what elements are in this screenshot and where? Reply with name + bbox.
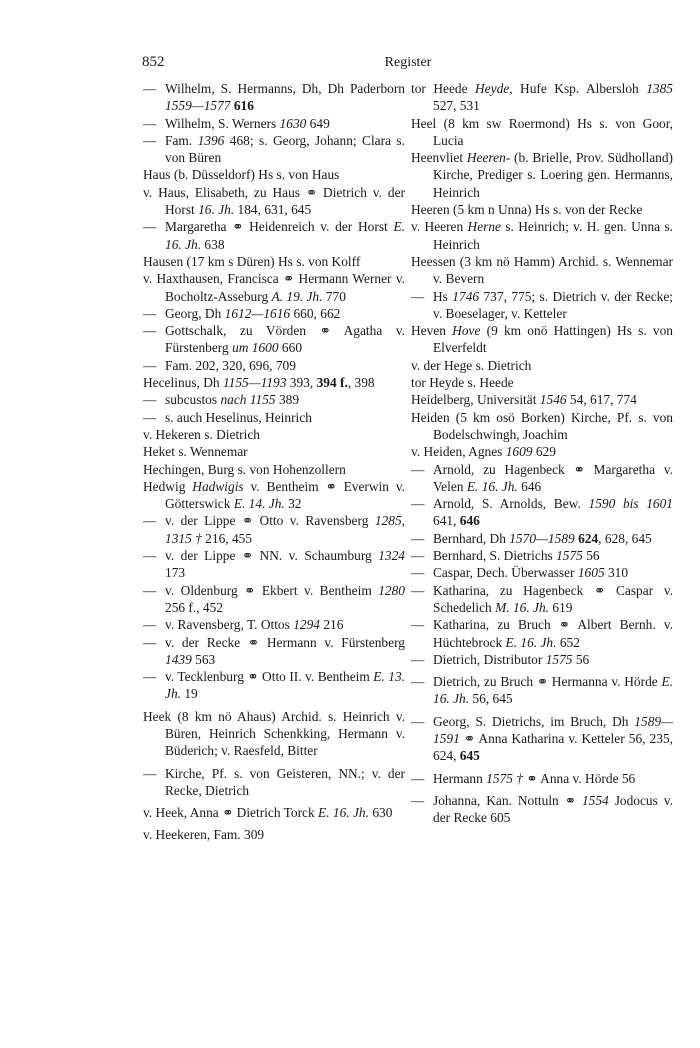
entry-text: 54, 617, 774 [566, 392, 637, 408]
entry-text: 652 [556, 634, 580, 650]
index-subentry [143, 132, 405, 167]
entry-text: v. Bentheim ⚭ Everwin v. Götterswick [165, 478, 406, 512]
entry-text: Hermann [433, 770, 487, 786]
index-subentry [411, 564, 673, 581]
entry-text: (9 km onö Hattingen) Hs s. von Elverfeldt [433, 323, 673, 356]
italic-text: 1546 [539, 392, 567, 408]
index-subentry [411, 792, 673, 827]
dash-marker: — [411, 496, 425, 512]
index-subentry [411, 582, 673, 617]
index-subentry [143, 668, 405, 703]
entry-text: Haus (b. Düsseldorf) Hs s. von Haus [143, 167, 340, 183]
entry-text: , Hufe Ksp. Albersloh [509, 81, 647, 96]
entry-text: Fam. [165, 132, 198, 148]
italic-text: 1385 [646, 81, 673, 96]
entry-text: v. der Recke ⚭ Hermann v. Fürstenberg [165, 634, 405, 650]
italic-text: 1575 [556, 548, 583, 564]
index-subentry [143, 357, 405, 374]
index-subentry [411, 616, 673, 651]
index-column-left [143, 80, 405, 844]
index-entry [143, 478, 405, 513]
italic-text: Hadwigis [192, 478, 244, 494]
italic-text: E. 16. Jh. [505, 634, 557, 650]
entry-text: Wilhelm, S. Hermanns, Dh, Dh Paderborn [165, 81, 405, 96]
index-subentry [143, 765, 405, 800]
entry-text: Katharina, zu Bruch ⚭ Albert Bernh. v. Hüchtebrock [433, 617, 673, 650]
index-subentry [411, 673, 673, 708]
italic-text: E. 16. Jh. [433, 674, 673, 707]
entry-text: tor Heede [411, 81, 476, 96]
index-subentry [143, 409, 405, 426]
index-entry [143, 708, 405, 760]
italic-text: 1280 [378, 582, 405, 598]
italic-text: 1575 † [486, 770, 523, 786]
italic-text: E. 16. Jh. [466, 478, 518, 494]
dash-marker: — [411, 582, 425, 598]
entry-text: 660, 662 [290, 305, 341, 321]
italic-text: A. 19. Jh. [271, 288, 323, 304]
entry-text: 563 [191, 651, 216, 667]
entry-text: 184, 631, 645 [234, 202, 312, 218]
italic-text: 1439 [165, 651, 192, 667]
entry-text: s. auch Heselinus, Heinrich [165, 409, 312, 425]
dash-marker: — [411, 792, 425, 808]
italic-text: 1324 [378, 548, 405, 564]
entry-text: Bernhard, Dh [433, 530, 510, 546]
entry-text: ⚭ Anna v. Hörde 56 [523, 770, 636, 786]
entry-text: Hecelinus, Dh [143, 375, 223, 391]
index-entry [143, 166, 405, 183]
dash-marker: — [411, 530, 425, 546]
index-entry [411, 253, 673, 288]
entry-text: (b. Brielle, Prov. Südholland) Kirche, Prediger s. Loering gen. Hermanns, Heinrich [433, 150, 673, 200]
dash-marker: — [143, 634, 157, 650]
entry-text: Heven [411, 323, 453, 339]
italic-text: 16. Jh. [198, 202, 235, 218]
index-entry [411, 80, 673, 115]
index-entry [411, 201, 673, 218]
index-entry [143, 184, 405, 219]
dash-marker: — [143, 392, 157, 408]
page-number: 852 [142, 54, 165, 70]
index-subentry [143, 218, 405, 253]
entry-text: Georg, S. Dietrichs, im Bruch, Dh [433, 713, 635, 729]
entry-text: v. Heek, Anna ⚭ Dietrich Torck [143, 805, 319, 821]
entry-text: Wilhelm, S. Werners [165, 115, 280, 131]
dash-marker: — [411, 548, 425, 564]
entry-text: Gottschalk, zu Vörden ⚭ Agatha v. Fürstenberg [165, 323, 405, 356]
entry-text: Caspar, Dech. Überwasser [433, 565, 578, 581]
entry-text: Jodocus v. der Recke 605 [433, 792, 673, 826]
entry-text: Heek (8 km nö Ahaus) Archid. s. Heinrich v. Büren, Heinrich Schenkking, Hermann v. Büderich; v. Raesfeld, Bitter [143, 708, 405, 759]
italic-text: E. 16. Jh. [165, 219, 405, 252]
entry-text: 770 [322, 288, 346, 304]
entry-text: ⚭ Anna Katharina v. Ketteler 56, 235, 624, [433, 730, 673, 764]
index-subentry [411, 547, 673, 564]
entry-text: 310 [604, 565, 629, 581]
entry-text: v. Tecklenburg ⚭ Otto II. v. Bentheim [165, 669, 374, 685]
entry-text: 173 [165, 565, 186, 581]
entry-text: 32 [284, 496, 302, 512]
italic-text: 1746 [452, 288, 480, 304]
entry-text: Hedwig [143, 478, 193, 494]
italic-text: nach 1155 [220, 392, 276, 408]
entry-text: 19 [181, 686, 198, 702]
entry-text: v. der Lippe ⚭ NN. v. Schaumburg [165, 548, 379, 564]
index-column-right [411, 80, 673, 826]
entry-text: v. Ravensberg, T. Ottos [165, 617, 294, 633]
index-entry [411, 322, 673, 357]
index-entry [143, 461, 405, 478]
dash-marker: — [411, 461, 425, 477]
entry-text: Hausen (17 km s Düren) Hs s. von Kolff [143, 253, 361, 269]
entry-text: Heiden (5 km osö Borken) Kirche, Pf. s. von Bodelschwingh, Joachim [411, 409, 673, 442]
dash-marker: — [143, 115, 157, 131]
entry-text: 256 f., 452 [165, 599, 224, 615]
dash-marker: — [143, 617, 157, 633]
dash-marker: — [143, 305, 157, 321]
entry-text: s. Heinrich; v. H. gen. Unna s. Heinrich [433, 219, 673, 252]
italic-text: E. 14. Jh. [233, 496, 285, 512]
index-entry [411, 149, 673, 201]
dash-marker: — [143, 323, 157, 339]
index-subentry [143, 512, 405, 547]
entry-text: 660 [278, 340, 303, 356]
index-subentry [411, 770, 673, 787]
index-subentry [143, 634, 405, 669]
index-subentry [143, 582, 405, 617]
italic-text: M. 16. Jh. [495, 599, 550, 615]
bold-page-ref: 394 f. [316, 375, 348, 391]
italic-text: 1605 [577, 565, 605, 581]
italic-text: 1590 bis 1601 [588, 496, 674, 512]
dash-marker: — [411, 288, 425, 304]
index-entry [411, 374, 673, 391]
index-entry [143, 826, 405, 843]
index-subentry [411, 495, 673, 530]
entry-text: Margaretha ⚭ Heidenreich v. der Horst [165, 219, 394, 235]
index-subentry [411, 461, 673, 496]
entry-text: v. Heekeren, Fam. 309 [143, 827, 265, 843]
dash-marker: — [143, 81, 157, 96]
entry-text: Heidelberg, Universität [411, 392, 540, 408]
dash-marker: — [143, 219, 157, 235]
dash-marker: — [143, 669, 157, 685]
index-entry [411, 357, 673, 374]
index-subentry [143, 115, 405, 132]
entry-text: 629 [532, 444, 556, 460]
index-entry [143, 804, 405, 821]
entry-text: 619 [549, 599, 573, 615]
entry-text: Hs [433, 288, 453, 304]
italic-text: 1612—1616 [224, 305, 291, 321]
entry-text: subcustos [165, 392, 221, 408]
dash-marker: — [143, 132, 157, 148]
italic-text: 1570—1589 [509, 530, 575, 546]
italic-text: E. 16. Jh. [318, 805, 369, 821]
entry-text: 468; s. Georg, Johann; Clara s. von Büren [165, 132, 405, 166]
italic-text: 1396 [197, 132, 225, 148]
index-entry [411, 115, 673, 150]
dash-marker: — [143, 548, 157, 564]
dash-marker: — [411, 674, 425, 690]
entry-text: 389 [275, 392, 300, 408]
entry-text: 630 [368, 805, 393, 821]
entry-text: 646 [517, 478, 542, 494]
entry-text: Heenvliet [411, 150, 467, 166]
italic-text: um 1600 [232, 340, 279, 356]
entry-text: Heket s. Wennemar [143, 444, 248, 460]
entry-text: 737, 775; s. Dietrich v. der Recke; v. Boeselager, v. Ketteler [433, 288, 674, 321]
entry-text: 56 [582, 548, 600, 564]
index-entry [411, 391, 673, 408]
entry-text: 56, 645 [469, 691, 513, 707]
dash-marker: — [411, 565, 425, 581]
index-subentry [411, 651, 673, 668]
entry-text: 527, 531 [433, 98, 480, 114]
italic-text: 1609 [505, 444, 533, 460]
entry-text: , 628, 645 [598, 530, 652, 546]
entry-text: 641, [433, 513, 460, 529]
italic-text: 1554 [581, 792, 609, 808]
dash-marker: — [411, 713, 425, 729]
index-subentry [411, 288, 673, 323]
running-head: Register [384, 55, 432, 70]
index-entry [143, 270, 405, 305]
dash-marker: — [143, 582, 157, 598]
index-subentry [411, 530, 673, 547]
italic-text: E. 13. Jh. [165, 669, 405, 702]
entry-text: 216, 455 [201, 530, 253, 546]
italic-text: 1589—1591 [433, 713, 673, 746]
entry-text: Bernhard, S. Dietrichs [433, 548, 557, 564]
entry-text: , 398 [347, 375, 375, 391]
bold-page-ref: 646 [459, 513, 480, 529]
italic-text: Heyde [475, 81, 510, 96]
entry-text: Arnold, zu Hagenbeck ⚭ Margaretha v. Velen [433, 461, 673, 494]
index-entry [411, 443, 673, 460]
entry-text: Dietrich, zu Bruch ⚭ Hermanna v. Hörde [433, 674, 662, 690]
italic-text: Hove [452, 323, 481, 339]
entry-text: Heeren (5 km n Unna) Hs s. von der Recke [411, 202, 643, 218]
dash-marker: — [411, 770, 425, 786]
entry-text: 393, [286, 375, 317, 391]
entry-text: Heessen (3 km nö Hamm) Archid. s. Wennemar v. Bevern [411, 253, 673, 287]
index-subentry [143, 616, 405, 633]
entry-text: v. Oldenburg ⚭ Ekbert v. Bentheim [165, 582, 379, 598]
entry-text: 216 [319, 617, 344, 633]
index-entry [143, 443, 405, 460]
index-entry [143, 426, 405, 443]
index-entry [143, 253, 405, 270]
entry-text: 649 [306, 115, 330, 131]
entry-text: Arnold, S. Arnolds, Bew. [433, 496, 589, 512]
bold-page-ref: 616 [233, 98, 254, 114]
entry-text: Fam. 202, 320, 696, 709 [165, 357, 296, 373]
entry-text: v. der Lippe ⚭ Otto v. Ravensberg [165, 513, 375, 529]
italic-text: Herne [467, 219, 501, 235]
entry-text: v. Haxthausen, Francisca ⚭ Hermann Werner v. Bocholtz-Asseburg [143, 271, 405, 304]
dash-marker: — [143, 765, 157, 781]
italic-text: Heeren- [466, 150, 511, 166]
index-subentry [143, 305, 405, 322]
page-header [142, 54, 674, 74]
entry-text: Johanna, Kan. Nottuln ⚭ [433, 792, 582, 808]
index-entry [411, 218, 673, 253]
index-subentry [143, 80, 405, 115]
entry-text: Heel (8 km sw Roermond) Hs s. von Goor, Lucia [411, 115, 673, 148]
italic-text: 1155—1193 [222, 375, 287, 391]
entry-text: 638 [201, 236, 225, 252]
dash-marker: — [411, 617, 425, 633]
italic-text: 1559—1577 [165, 98, 231, 114]
bold-page-ref: 624 [578, 530, 599, 546]
index-subentry [411, 713, 673, 765]
entry-text: v. Hekeren s. Dietrich [143, 426, 260, 442]
entry-text: Kirche, Pf. s. von Geisteren, NN.; v. der Recke, Dietrich [165, 765, 405, 798]
dash-marker: — [143, 357, 157, 373]
entry-text: Katharina, zu Hagenbeck ⚭ Caspar v. Schedelich [433, 582, 673, 615]
entry-text: Dietrich, Distributor [433, 651, 546, 667]
italic-text: 1575 [545, 651, 573, 667]
entry-text: Georg, Dh [165, 305, 225, 321]
index-entry [411, 409, 673, 444]
entry-text: v. Heiden, Agnes [411, 444, 506, 460]
italic-text: 1285, 1315 † [165, 513, 405, 546]
index-subentry [143, 391, 405, 408]
entry-text: 56 [572, 651, 590, 667]
dash-marker: — [143, 409, 157, 425]
bold-page-ref: 645 [459, 748, 480, 764]
entry-text: tor Heyde s. Heede [411, 375, 514, 391]
index-entry [143, 374, 405, 391]
index-subentry [143, 322, 405, 357]
entry-text: v. der Hege s. Dietrich [411, 357, 532, 373]
entry-text: v. Haus, Elisabeth, zu Haus ⚭ Dietrich v. der Horst [143, 184, 405, 218]
entry-text: Hechingen, Burg s. von Hohenzollern [143, 461, 346, 477]
index-subentry [143, 547, 405, 582]
dash-marker: — [143, 513, 157, 529]
italic-text: 1630 [279, 115, 307, 131]
entry-text: v. Heeren [411, 219, 468, 235]
dash-marker: — [411, 651, 425, 667]
italic-text: 1294 [293, 617, 320, 633]
